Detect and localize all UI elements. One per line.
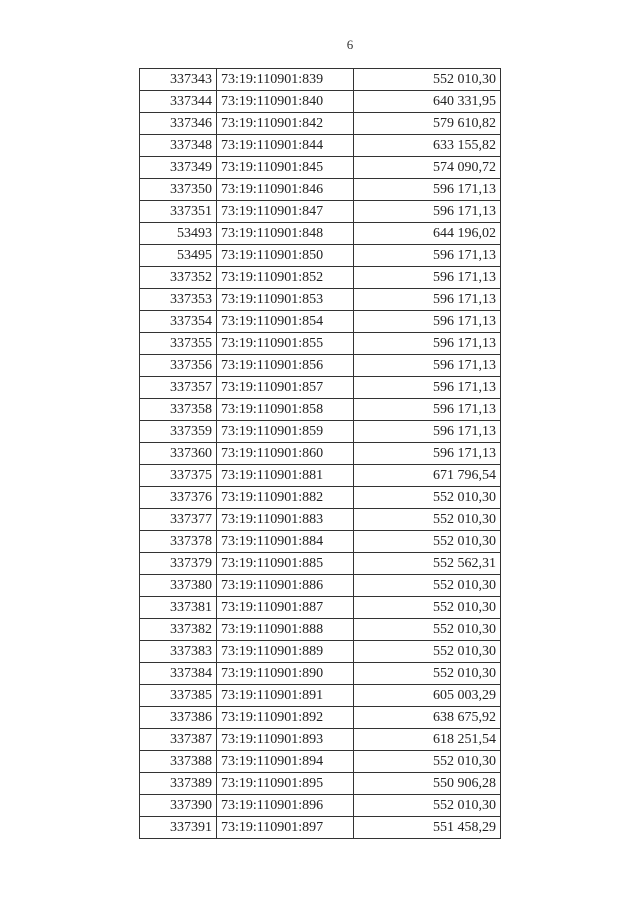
- page-number: 6: [346, 37, 354, 52]
- cadastral-number-cell: 73:19:110901:846: [217, 179, 354, 201]
- value-cell: 552 010,30: [354, 487, 501, 509]
- row-id-cell: 53493: [140, 223, 217, 245]
- value-cell: 579 610,82: [354, 113, 501, 135]
- row-id-cell: 337380: [140, 575, 217, 597]
- table-row: [140, 443, 501, 465]
- value-cell: 596 171,13: [354, 443, 501, 465]
- table-row: [140, 223, 501, 245]
- row-id-cell: 337388: [140, 751, 217, 773]
- cadastral-number-cell: 73:19:110901:895: [217, 773, 354, 795]
- value-cell: 550 906,28: [354, 773, 501, 795]
- table-row: [140, 421, 501, 443]
- value-cell: 618 251,54: [354, 729, 501, 751]
- cadastral-number-cell: 73:19:110901:896: [217, 795, 354, 817]
- cadastral-number-cell: 73:19:110901:845: [217, 157, 354, 179]
- table-row: [140, 245, 501, 267]
- table-row: [140, 399, 501, 421]
- table-row: [140, 267, 501, 289]
- cadastral-number-cell: 73:19:110901:886: [217, 575, 354, 597]
- value-cell: 552 010,30: [354, 795, 501, 817]
- table-body: [140, 69, 501, 839]
- row-id-cell: 337390: [140, 795, 217, 817]
- row-id-cell: 337344: [140, 91, 217, 113]
- value-cell: 574 090,72: [354, 157, 501, 179]
- value-cell: 552 010,30: [354, 531, 501, 553]
- table-row: [140, 465, 501, 487]
- value-cell: 552 010,30: [354, 751, 501, 773]
- cadastral-number-cell: 73:19:110901:891: [217, 685, 354, 707]
- row-id-cell: 337382: [140, 619, 217, 641]
- value-cell: 552 010,30: [354, 597, 501, 619]
- value-cell: 552 010,30: [354, 509, 501, 531]
- value-cell: 638 675,92: [354, 707, 501, 729]
- table-row: [140, 641, 501, 663]
- value-cell: 552 010,30: [354, 69, 501, 91]
- value-cell: 671 796,54: [354, 465, 501, 487]
- value-cell: 633 155,82: [354, 135, 501, 157]
- table-row: [140, 531, 501, 553]
- cadastral-number-cell: 73:19:110901:856: [217, 355, 354, 377]
- row-id-cell: 337358: [140, 399, 217, 421]
- row-id-cell: 337356: [140, 355, 217, 377]
- row-id-cell: 337387: [140, 729, 217, 751]
- table-row: [140, 179, 501, 201]
- row-id-cell: 337357: [140, 377, 217, 399]
- cadastral-number-cell: 73:19:110901:853: [217, 289, 354, 311]
- table-row: [140, 575, 501, 597]
- table-row: [140, 91, 501, 113]
- table-row: [140, 663, 501, 685]
- row-id-cell: 337353: [140, 289, 217, 311]
- cadastral-number-cell: 73:19:110901:850: [217, 245, 354, 267]
- table-row: [140, 553, 501, 575]
- table-row: [140, 135, 501, 157]
- value-cell: 596 171,13: [354, 289, 501, 311]
- table-row: [140, 355, 501, 377]
- row-id-cell: 337350: [140, 179, 217, 201]
- cadastral-number-cell: 73:19:110901:858: [217, 399, 354, 421]
- value-cell: 552 562,31: [354, 553, 501, 575]
- table-row: [140, 333, 501, 355]
- table-row: [140, 773, 501, 795]
- table-row: [140, 817, 501, 839]
- cadastral-number-cell: 73:19:110901:847: [217, 201, 354, 223]
- row-id-cell: 337386: [140, 707, 217, 729]
- cadastral-number-cell: 73:19:110901:840: [217, 91, 354, 113]
- value-cell: 596 171,13: [354, 421, 501, 443]
- cadastral-number-cell: 73:19:110901:844: [217, 135, 354, 157]
- row-id-cell: 337389: [140, 773, 217, 795]
- cadastral-number-cell: 73:19:110901:859: [217, 421, 354, 443]
- row-id-cell: 337378: [140, 531, 217, 553]
- row-id-cell: 337385: [140, 685, 217, 707]
- row-id-cell: 337352: [140, 267, 217, 289]
- table-row: [140, 597, 501, 619]
- value-cell: 596 171,13: [354, 399, 501, 421]
- cadastral-number-cell: 73:19:110901:857: [217, 377, 354, 399]
- table-row: [140, 289, 501, 311]
- value-cell: 596 171,13: [354, 333, 501, 355]
- row-id-cell: 337348: [140, 135, 217, 157]
- table-row: [140, 685, 501, 707]
- row-id-cell: 337343: [140, 69, 217, 91]
- cadastral-number-cell: 73:19:110901:890: [217, 663, 354, 685]
- value-cell: 644 196,02: [354, 223, 501, 245]
- value-cell: 552 010,30: [354, 641, 501, 663]
- row-id-cell: 337351: [140, 201, 217, 223]
- table-row: [140, 69, 501, 91]
- value-cell: 596 171,13: [354, 179, 501, 201]
- row-id-cell: 337381: [140, 597, 217, 619]
- value-cell: 596 171,13: [354, 245, 501, 267]
- cadastral-number-cell: 73:19:110901:884: [217, 531, 354, 553]
- cadastral-number-cell: 73:19:110901:885: [217, 553, 354, 575]
- table-row: [140, 311, 501, 333]
- cadastral-number-cell: 73:19:110901:888: [217, 619, 354, 641]
- table-row: [140, 201, 501, 223]
- cadastral-number-cell: 73:19:110901:889: [217, 641, 354, 663]
- row-id-cell: 337379: [140, 553, 217, 575]
- cadastral-number-cell: 73:19:110901:855: [217, 333, 354, 355]
- cadastral-number-cell: 73:19:110901:882: [217, 487, 354, 509]
- row-id-cell: 337391: [140, 817, 217, 839]
- cadastral-number-cell: 73:19:110901:854: [217, 311, 354, 333]
- row-id-cell: 337383: [140, 641, 217, 663]
- table-row: [140, 751, 501, 773]
- row-id-cell: 337349: [140, 157, 217, 179]
- value-cell: 596 171,13: [354, 311, 501, 333]
- row-id-cell: 337359: [140, 421, 217, 443]
- row-id-cell: 337346: [140, 113, 217, 135]
- row-id-cell: 337355: [140, 333, 217, 355]
- cadastral-number-cell: 73:19:110901:842: [217, 113, 354, 135]
- value-cell: 596 171,13: [354, 201, 501, 223]
- row-id-cell: 337384: [140, 663, 217, 685]
- value-cell: 596 171,13: [354, 355, 501, 377]
- value-cell: 605 003,29: [354, 685, 501, 707]
- cadastral-number-cell: 73:19:110901:887: [217, 597, 354, 619]
- table-row: [140, 377, 501, 399]
- cadastral-number-cell: 73:19:110901:897: [217, 817, 354, 839]
- value-cell: 596 171,13: [354, 267, 501, 289]
- value-cell: 552 010,30: [354, 575, 501, 597]
- table-row: [140, 487, 501, 509]
- row-id-cell: 53495: [140, 245, 217, 267]
- value-cell: 596 171,13: [354, 377, 501, 399]
- cadastral-number-cell: 73:19:110901:894: [217, 751, 354, 773]
- land-plot-table: [139, 68, 501, 839]
- table-row: [140, 707, 501, 729]
- cadastral-number-cell: 73:19:110901:892: [217, 707, 354, 729]
- cadastral-number-cell: 73:19:110901:893: [217, 729, 354, 751]
- row-id-cell: 337375: [140, 465, 217, 487]
- value-cell: 552 010,30: [354, 619, 501, 641]
- value-cell: 640 331,95: [354, 91, 501, 113]
- row-id-cell: 337376: [140, 487, 217, 509]
- table-row: [140, 619, 501, 641]
- table-row: [140, 113, 501, 135]
- row-id-cell: 337354: [140, 311, 217, 333]
- table-row: [140, 509, 501, 531]
- cadastral-number-cell: 73:19:110901:848: [217, 223, 354, 245]
- value-cell: 551 458,29: [354, 817, 501, 839]
- cadastral-number-cell: 73:19:110901:852: [217, 267, 354, 289]
- cadastral-number-cell: 73:19:110901:881: [217, 465, 354, 487]
- cadastral-number-cell: 73:19:110901:839: [217, 69, 354, 91]
- row-id-cell: 337360: [140, 443, 217, 465]
- table-row: [140, 795, 501, 817]
- cadastral-number-cell: 73:19:110901:860: [217, 443, 354, 465]
- cadastral-number-cell: 73:19:110901:883: [217, 509, 354, 531]
- table-row: [140, 729, 501, 751]
- row-id-cell: 337377: [140, 509, 217, 531]
- table-row: [140, 157, 501, 179]
- value-cell: 552 010,30: [354, 663, 501, 685]
